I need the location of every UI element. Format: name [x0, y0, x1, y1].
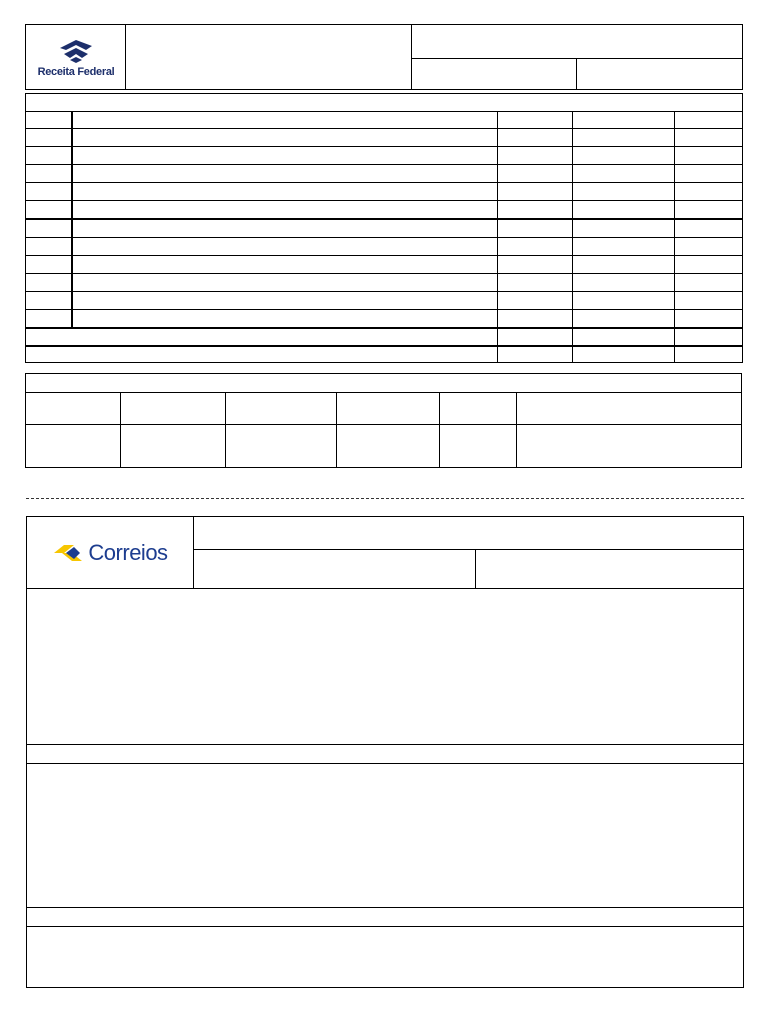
rf-summary-title-divider	[25, 392, 742, 393]
correios-section-line	[26, 744, 744, 745]
rf-items-row-line	[25, 309, 743, 310]
rf-summary-col-line	[439, 392, 440, 468]
rf-summary-col-line	[516, 392, 517, 468]
rf-items-row-line	[25, 146, 743, 147]
rf-items-col-line	[497, 111, 498, 363]
rf-items-row-line	[25, 255, 743, 256]
correios-header-bottom	[26, 588, 744, 589]
correios-section-line	[26, 907, 744, 908]
correios-logo	[30, 520, 190, 586]
correios-section-line	[26, 763, 744, 764]
rf-items-row-line	[25, 273, 743, 274]
rf-items-col-line	[674, 111, 675, 363]
rf-header-row-divider	[411, 58, 743, 59]
rf-header	[25, 24, 743, 90]
rf-summary-col-line	[336, 392, 337, 468]
rf-items-table	[25, 93, 743, 363]
rf-items-row-line	[25, 128, 743, 129]
rf-items-row-line	[25, 182, 743, 183]
receita-federal-logo	[28, 28, 124, 86]
rf-summary-col-line	[225, 392, 226, 468]
rf-header-divider-1	[125, 24, 126, 90]
rf-summary-col-line	[120, 392, 121, 468]
cut-line	[26, 498, 744, 499]
rf-items-row-line	[25, 291, 743, 292]
rf-items-row-line	[25, 218, 743, 220]
correios-form	[26, 516, 744, 988]
rf-items-row-line	[25, 237, 743, 238]
correios-section-line	[26, 926, 744, 927]
correios-arrows-icon	[52, 541, 84, 565]
correios-header-divider-1	[193, 516, 194, 588]
receita-federal-emblem-icon	[56, 36, 96, 64]
rf-summary-header-divider	[25, 424, 742, 425]
rf-items-col-line	[71, 111, 73, 327]
rf-items-row-line	[25, 164, 743, 165]
rf-items-row-line	[25, 200, 743, 201]
rf-items-title-divider	[25, 111, 743, 112]
rf-items-total-line	[25, 327, 743, 329]
rf-items-col-line	[572, 111, 573, 363]
correios-brand-text: Correios	[88, 540, 168, 565]
rf-header-divider-2	[411, 24, 412, 90]
rf-items-total-line	[25, 345, 743, 347]
rf-summary-table	[25, 373, 742, 468]
correios-header-divider-2	[475, 549, 476, 588]
correios-header-row-divider	[193, 549, 744, 550]
receita-federal-brand-text: Receita Federal	[37, 66, 115, 78]
rf-header-divider-3	[576, 58, 577, 90]
